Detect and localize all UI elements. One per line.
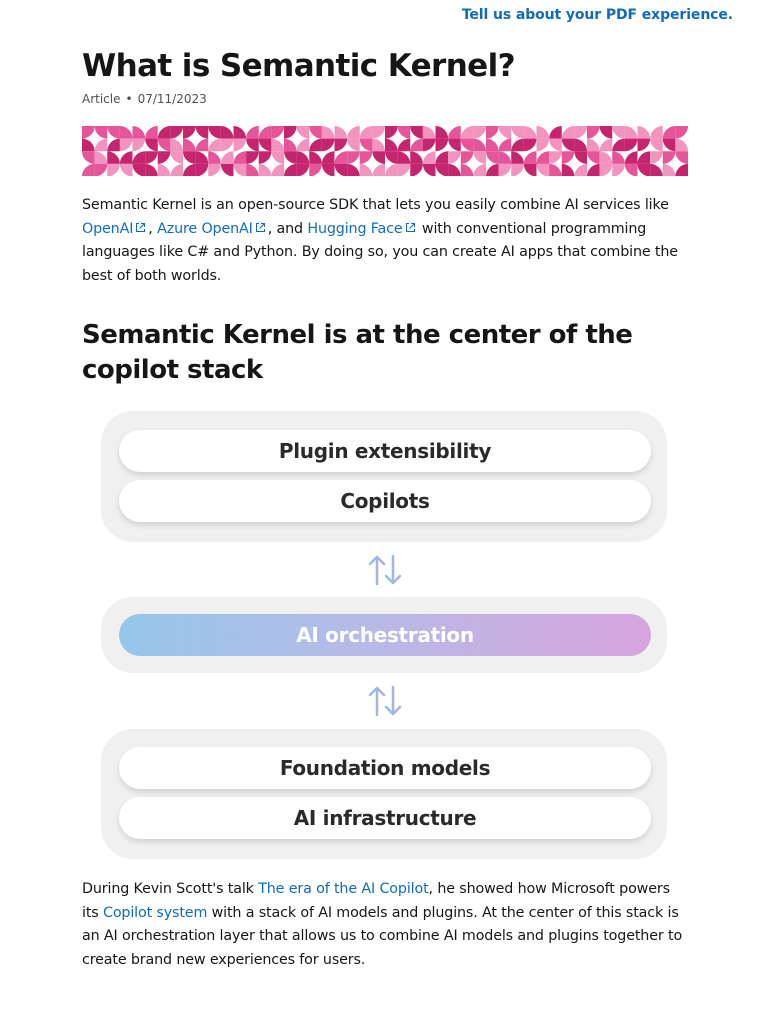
- article-type: Article: [82, 92, 121, 106]
- ai-orchestration-box: AI orchestration: [119, 614, 651, 656]
- pdf-feedback-link[interactable]: Tell us about your PDF experience.: [461, 7, 733, 23]
- intro-separator: , and: [267, 220, 308, 237]
- plugin-extensibility-box: Plugin extensibility: [119, 430, 651, 472]
- external-link-icon: [134, 221, 147, 234]
- intro-paragraph: [82, 194, 688, 288]
- section-heading: Semantic Kernel is at the center of the copilot stack: [82, 320, 633, 385]
- foundation-models-box: Foundation models: [119, 747, 651, 789]
- article-meta: [82, 92, 207, 106]
- bottom-layer-group: [101, 729, 667, 859]
- page-title: What is Semantic Kernel?: [82, 48, 516, 84]
- bidirectional-arrows-icon: [366, 684, 404, 718]
- copilot-system-link[interactable]: Copilot system: [102, 904, 208, 921]
- top-layer-group: [101, 411, 667, 542]
- meta-separator: •: [125, 92, 133, 106]
- intro-text: with conventional programming languages like C# and Python. By doing so, you can create AI apps that combine the best of both worlds.: [82, 220, 678, 284]
- decorative-banner: [82, 126, 688, 176]
- outro-text: with a stack of AI models and plugins. At the center of this stack is an AI orchestration layer that allows us to combine AI models and plugins together to create brand new experiences for users.: [82, 904, 683, 968]
- outro-paragraph: [82, 878, 688, 972]
- external-link-icon: [254, 221, 267, 234]
- article-date: 07/11/2023: [137, 92, 207, 106]
- intro-text: Semantic Kernel is an open-source SDK that lets you easily combine AI services like: [82, 197, 669, 213]
- openai-link[interactable]: OpenAI: [82, 220, 134, 237]
- azure-openai-link[interactable]: Azure OpenAI: [157, 220, 253, 237]
- ai-copilot-talk-link[interactable]: The era of the AI Copilot: [258, 881, 429, 897]
- copilots-box: Copilots: [119, 480, 651, 522]
- outro-text: , he showed how Microsoft powers its: [82, 881, 670, 921]
- hugging-face-link[interactable]: Hugging Face: [307, 220, 403, 237]
- intro-separator: ,: [148, 220, 158, 237]
- ai-infrastructure-box: AI infrastructure: [119, 797, 651, 839]
- bidirectional-arrows-icon: [366, 553, 404, 587]
- outro-text: During Kevin Scott's talk: [82, 881, 259, 897]
- orchestration-layer-group: [101, 597, 667, 673]
- external-link-icon: [404, 221, 417, 234]
